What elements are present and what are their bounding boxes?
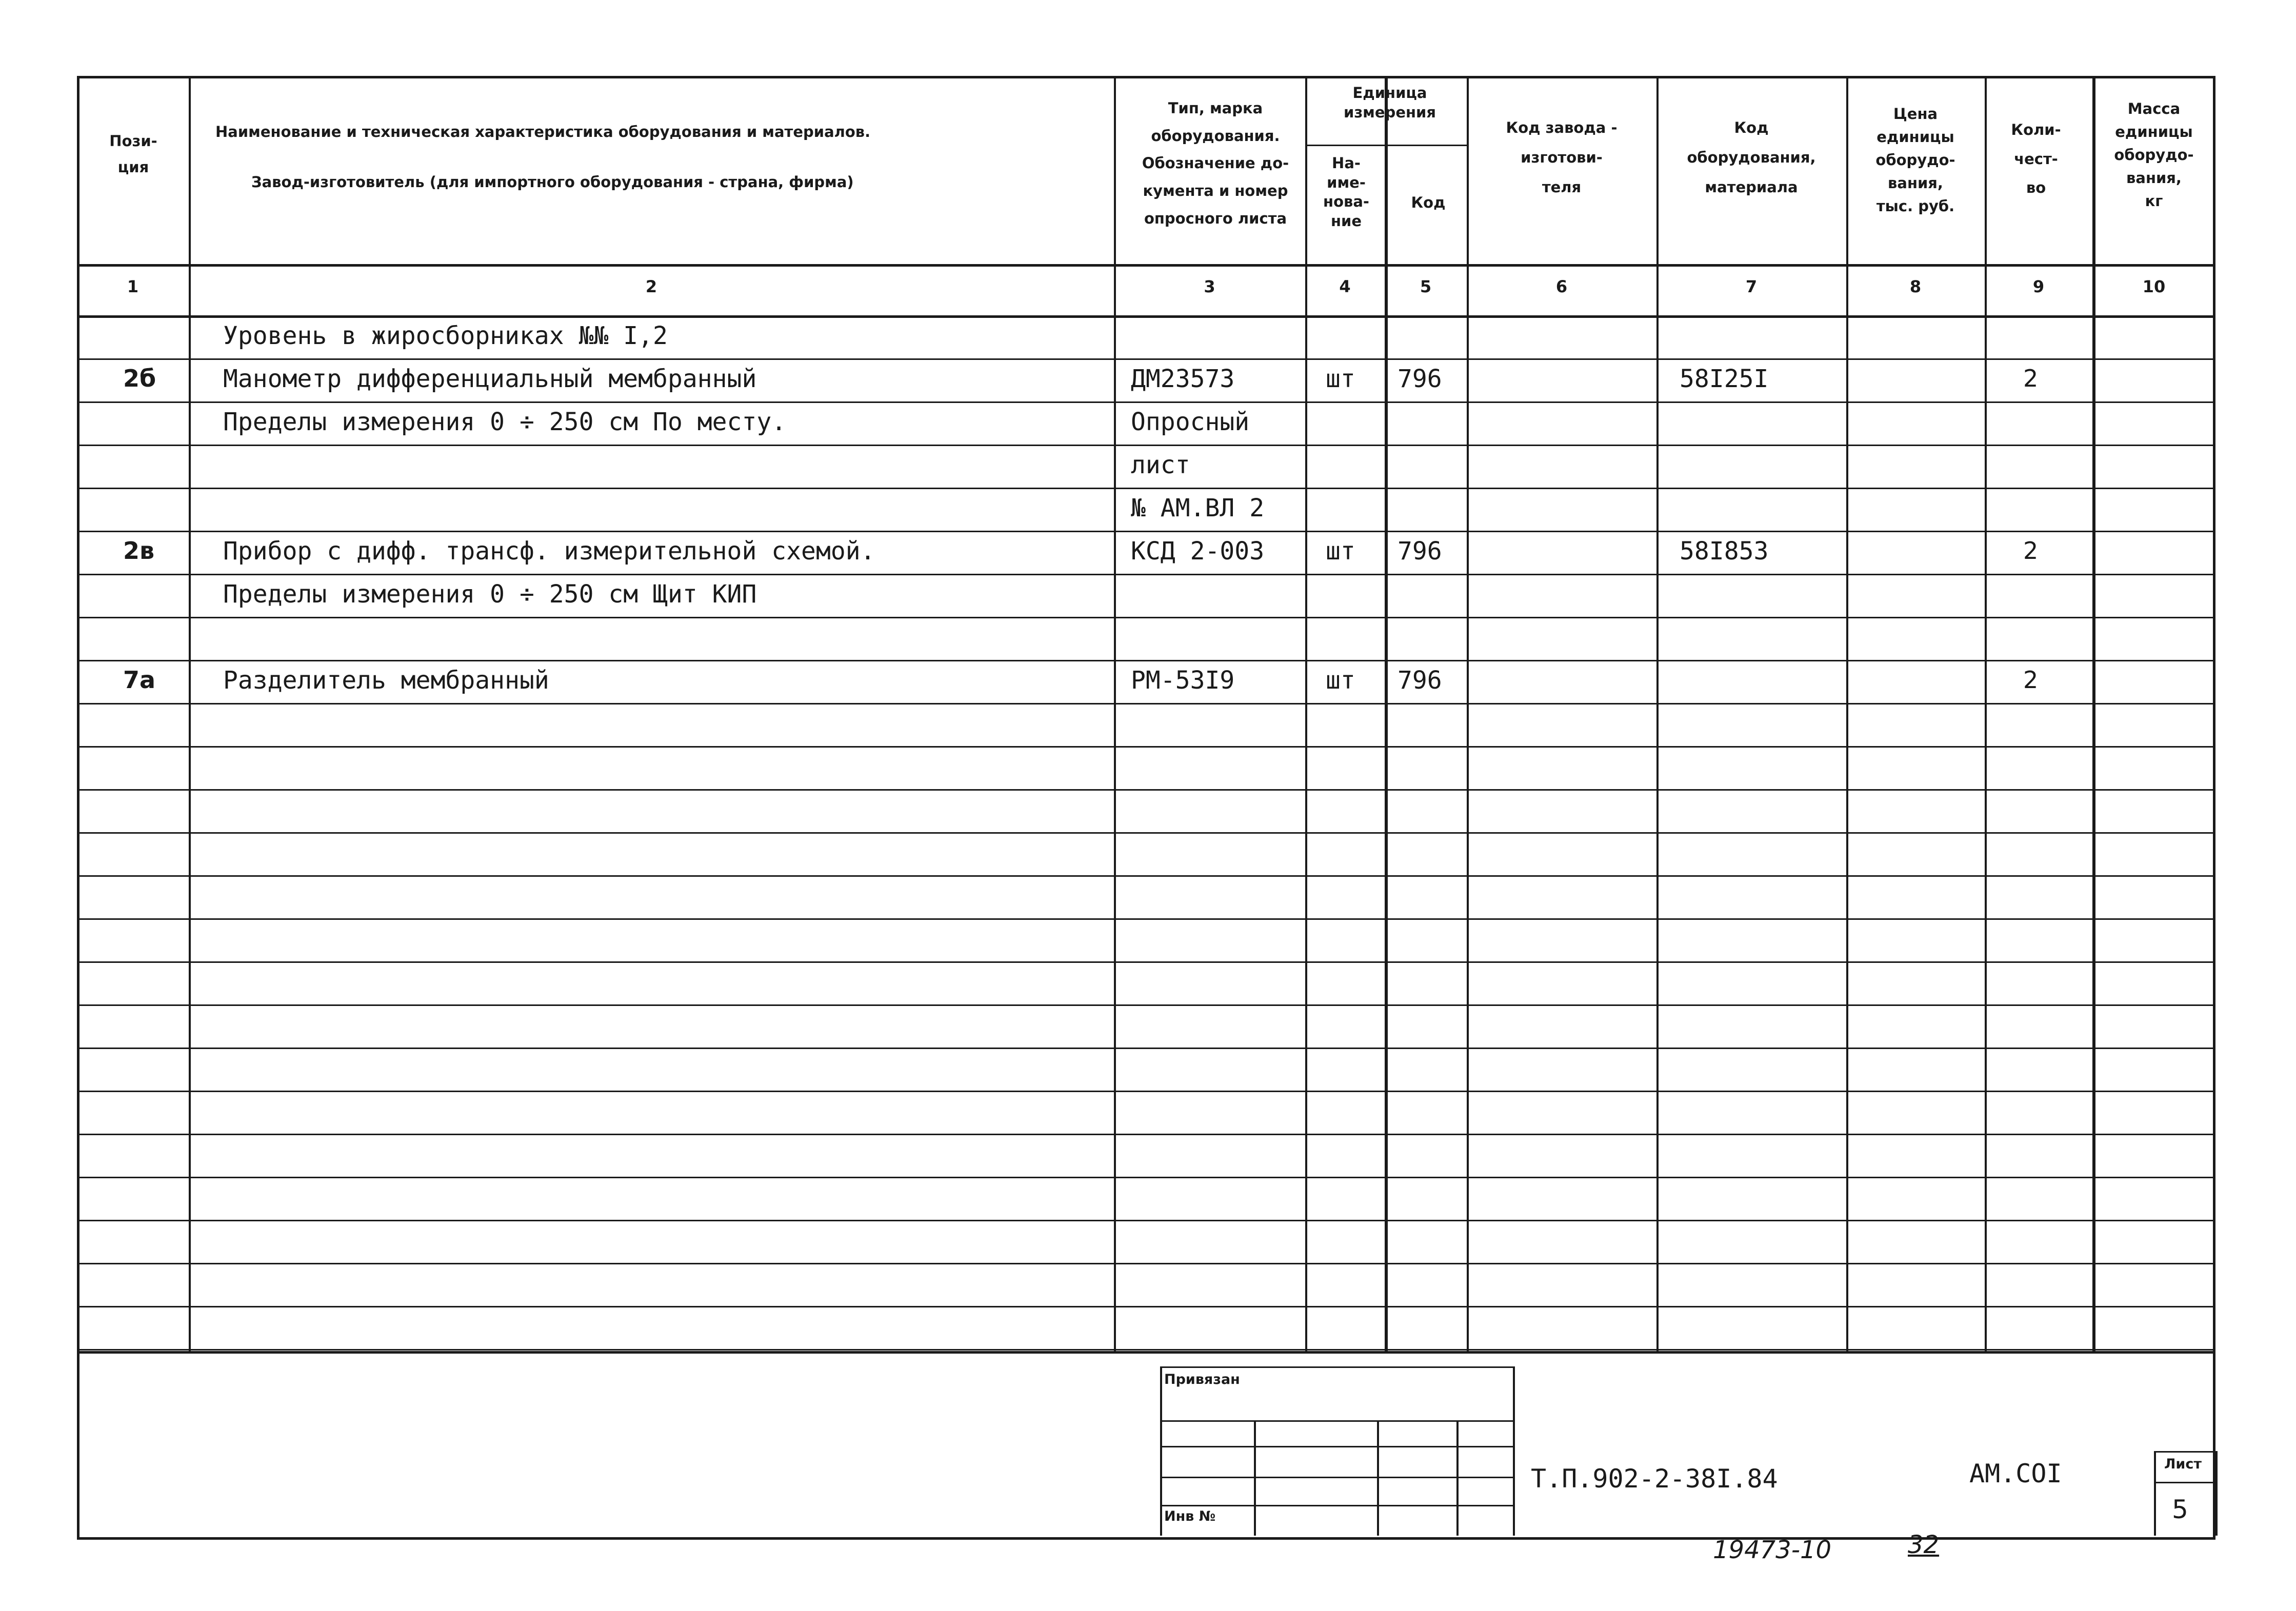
column-number: 3 — [1204, 277, 1215, 296]
row-rule — [77, 401, 2215, 403]
cell-name: Прибор с дифф. трансф. измерительной схемой. — [223, 537, 875, 566]
row-rule — [77, 1220, 2215, 1221]
stamp-rule — [1254, 1420, 1256, 1536]
header-position: Пози- ция — [109, 132, 157, 176]
row-rule — [77, 746, 2215, 748]
stamp-rule — [1456, 1420, 1459, 1536]
cell-type: РМ-53I9 — [1131, 666, 1235, 695]
header-unit-group: Единица измерения — [1344, 84, 1436, 121]
handwritten-inventory-number: 19473-10 — [1713, 1536, 1832, 1564]
row-rule — [77, 918, 2215, 920]
header-unit-name: На- име- нова- ние — [1323, 154, 1369, 230]
header-equipment-code: Код оборудования, материала — [1687, 119, 1816, 196]
column-rule — [1385, 76, 1388, 1351]
column-number: 6 — [1555, 277, 1568, 296]
row-rule — [77, 703, 2215, 704]
cell-unit: шт — [1326, 365, 1355, 393]
stamp-rule — [2154, 1451, 2156, 1536]
column-number: 2 — [645, 277, 657, 296]
header-bottom-rule — [77, 264, 2215, 267]
cell-quantity: 2 — [2023, 365, 2039, 392]
cell-name: Пределы измерения 0 ÷ 250 см По месту. — [223, 408, 787, 436]
cell-type: ДМ23573 — [1131, 365, 1235, 393]
column-number: 5 — [1420, 277, 1432, 296]
stamp-rule — [1160, 1366, 1162, 1536]
column-rule — [1467, 76, 1469, 1351]
sheet-mark: АМ.СОI — [1969, 1459, 2062, 1488]
stamp-rule — [1160, 1420, 1513, 1422]
row-rule — [77, 875, 2215, 877]
header-mass: Масса единицы оборудо- вания, кг — [2114, 100, 2194, 210]
column-rule — [1305, 76, 1307, 1351]
column-number: 8 — [1909, 277, 1922, 296]
row-rule — [77, 1134, 2215, 1135]
header-type: Тип, марка оборудования. Обозначение до- кумента и номер опросного листа — [1142, 99, 1289, 227]
cell-position: 2в — [123, 537, 155, 565]
stamp-rule — [2154, 1482, 2215, 1483]
header-unit-code: Код — [1411, 194, 1446, 211]
cell-name: Разделитель мембранный — [223, 666, 549, 695]
header-name-line2: Завод-изготовитель (для импортного оборудования - страна, фирма) — [251, 173, 854, 191]
row-rule — [77, 358, 2215, 360]
list-number: 5 — [2172, 1495, 2188, 1524]
cell-name: Манометр дифференциальный мембранный — [223, 365, 757, 393]
stamp-rule — [1160, 1477, 1513, 1478]
cell-type: лист — [1131, 451, 1190, 479]
stamp-rule — [2154, 1451, 2215, 1453]
row-rule — [77, 832, 2215, 834]
cell-type: КСД 2-003 — [1131, 537, 1265, 566]
cell-position: 2б — [123, 365, 156, 392]
column-rule — [1985, 76, 1987, 1351]
column-number: 9 — [2032, 277, 2045, 296]
cell-unit-code: 796 — [1397, 537, 1442, 566]
cell-name: Уровень в жиросборниках №№ I,2 — [223, 321, 668, 350]
column-rule — [1656, 76, 1659, 1351]
cell-equipment-code: 58I25I — [1680, 365, 1769, 393]
cell-equipment-code: 58I853 — [1680, 537, 1769, 566]
column-rule — [189, 76, 191, 1351]
document-code: Т.П.902-2-38I.84 — [1531, 1464, 1778, 1494]
column-number: 10 — [2142, 277, 2166, 296]
cell-type: Опросный — [1131, 408, 1250, 436]
column-number: 4 — [1339, 277, 1351, 296]
stamp-rule — [1377, 1420, 1379, 1536]
cell-unit: шт — [1326, 537, 1355, 566]
row-rule — [77, 1177, 2215, 1178]
row-rule — [77, 574, 2215, 575]
column-number: 7 — [1745, 277, 1758, 296]
inv-label: Инв № — [1164, 1508, 1216, 1524]
row-rule — [77, 1263, 2215, 1264]
cell-type: № АМ.ВЛ 2 — [1131, 494, 1265, 522]
row-rule — [77, 531, 2215, 532]
row-rule — [77, 488, 2215, 489]
stamp-rule — [1160, 1505, 1513, 1506]
stamp-rule — [2215, 1451, 2218, 1536]
row-rule — [77, 1306, 2215, 1307]
row-rule — [77, 1349, 2215, 1351]
column-rule — [1114, 76, 1116, 1351]
row-rule — [77, 961, 2215, 963]
header-price: Цена единицы оборудо- вания, тыс. руб. — [1875, 105, 1955, 215]
stamp-rule — [1160, 1446, 1513, 1447]
row-rule — [77, 1091, 2215, 1092]
header-factory-code: Код завода - изготови- теля — [1506, 119, 1618, 196]
row-rule — [77, 660, 2215, 661]
cell-name: Пределы измерения 0 ÷ 250 см Щит КИП — [223, 580, 757, 609]
list-label: Лист — [2164, 1456, 2202, 1472]
handwritten-page-number: 32 — [1908, 1531, 1940, 1559]
privyazan-label: Привязан — [1164, 1372, 1240, 1387]
row-rule — [77, 789, 2215, 791]
column-number: 1 — [127, 277, 139, 296]
cell-quantity: 2 — [2023, 537, 2039, 565]
stamp-rule — [1160, 1366, 1513, 1368]
header-quantity: Коли- чест- во — [2011, 121, 2061, 197]
stamp-rule — [1513, 1366, 1515, 1536]
row-rule — [77, 1048, 2215, 1049]
column-rule — [2092, 76, 2095, 1351]
cell-position: 7а — [123, 666, 156, 694]
column-rule — [1846, 76, 1848, 1351]
cell-unit: шт — [1326, 666, 1355, 695]
header-name-line1: Наименование и техническая характеристика оборудования и материалов. — [215, 123, 871, 140]
row-rule — [77, 1004, 2215, 1006]
table-bottom-rule — [77, 1351, 2215, 1354]
row-rule — [77, 617, 2215, 618]
row-rule — [77, 445, 2215, 446]
cell-quantity: 2 — [2023, 666, 2039, 694]
cell-unit-code: 796 — [1397, 666, 1442, 695]
column-number-rule — [77, 315, 2215, 318]
cell-unit-code: 796 — [1397, 365, 1442, 393]
unit-group-rule — [1305, 145, 1467, 146]
